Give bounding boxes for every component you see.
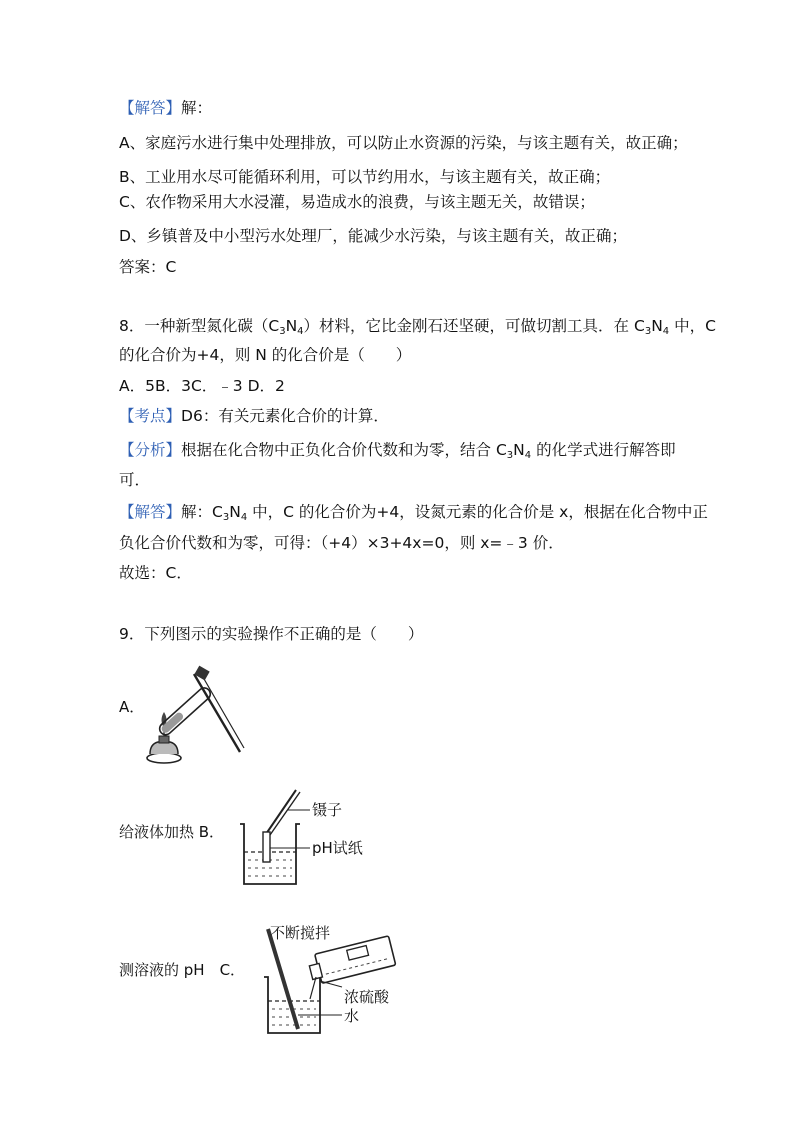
jieda-tag-2: 【解答】 bbox=[119, 503, 182, 521]
tweezers-label: 镊子 bbox=[312, 801, 343, 819]
jieda-intro: 解： bbox=[181, 99, 213, 117]
q8-fenxi-line1: 【分析】根据在化合物中正负化合价代数和为零，结合 $C_3N_4$ 的化学式进行解答即 bbox=[119, 441, 676, 461]
q9-option-c-label: 测溶液的 pH C． bbox=[119, 961, 246, 979]
q8-jieda-line1: 【解答】解：$C_3N_4$ 中，C 的化合价为+4，设氮元素的化合价是 x，根据在化合物中正 bbox=[119, 503, 708, 523]
water-label: 水 bbox=[344, 1007, 360, 1025]
answer7-final: 答案：C bbox=[119, 258, 177, 276]
answer7-header bbox=[119, 98, 212, 118]
stir-label: 不断搅拌 bbox=[270, 924, 331, 942]
answer7-line-c: C、农作物采用大水浸灌，易造成水的浪费，与该主题无关，故错误； bbox=[119, 193, 595, 211]
q8-choice: 故选：C． bbox=[119, 564, 192, 582]
q8-stem-line2: 的化合价为+4，则 N 的化合价是（ ） bbox=[119, 346, 412, 364]
q9-option-b-label: 给液体加热 B． bbox=[119, 823, 225, 841]
acid-label: 浓硫酸 bbox=[344, 988, 390, 1006]
q9-option-a-label: A． bbox=[119, 698, 145, 716]
q8-stem-line1: 8．一种新型氮化碳$(C_3N_4)$材料，它比金刚石还坚硬，可做切割工具．在 $C_3N_4$ 中，C bbox=[119, 317, 716, 337]
jieda-tag: 【解答】 bbox=[119, 99, 182, 117]
q8-jieda-line2: 负化合价代数和为零，可得：（+4）×3+4x=0，则 x=﹣3 价． bbox=[119, 534, 564, 552]
heating-liquid-diagram bbox=[142, 664, 246, 768]
ph-paper-label: pH试纸 bbox=[312, 839, 363, 857]
answer7-line-b: B、工业用水尽可能循环利用，可以节约用水，与该主题有关，故正确； bbox=[119, 168, 611, 186]
fenxi-tag: 【分析】 bbox=[119, 441, 182, 459]
answer7-line-d: D、乡镇普及中小型污水处理厂，能减少水污染，与该主题有关，故正确； bbox=[119, 227, 627, 245]
q8-options: A．5B．3C．﹣3 D．2 bbox=[119, 377, 285, 395]
q9-stem: 9．下列图示的实验操作不正确的是（ ） bbox=[119, 625, 424, 643]
kaodian-tag: 【考点】 bbox=[119, 407, 182, 425]
answer7-line-a: A、家庭污水进行集中处理排放，可以防止水资源的污染，与该主题有关，故正确； bbox=[119, 134, 688, 152]
q8-kaodian: 【考点】D6：有关元素化合价的计算． bbox=[119, 407, 389, 425]
q8-fenxi-line2: 可． bbox=[119, 471, 151, 489]
